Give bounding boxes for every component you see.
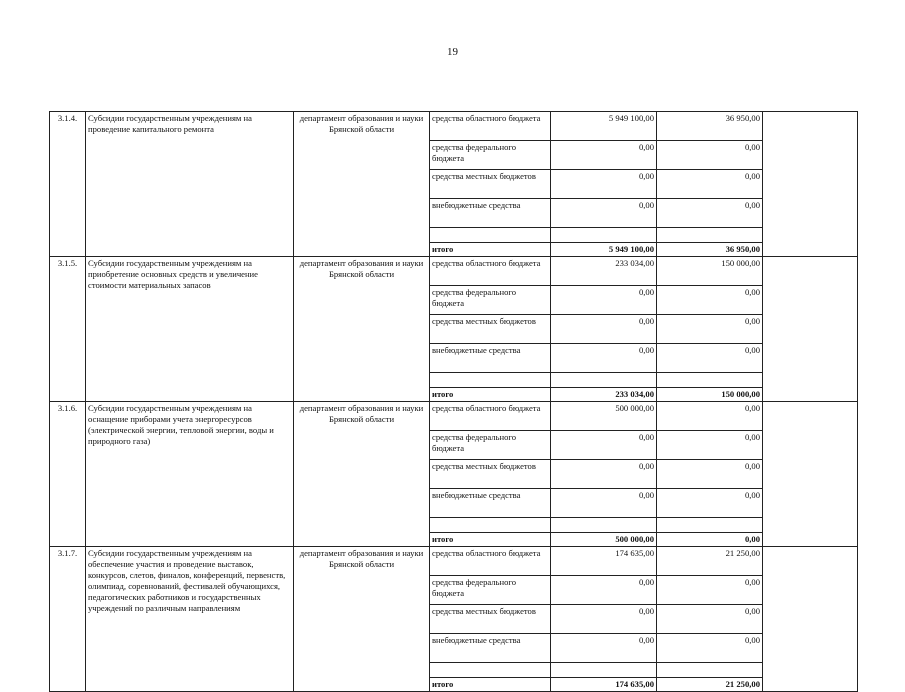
spacer-cell bbox=[551, 228, 657, 243]
section-department: департамент образования и науки Брянской области bbox=[294, 112, 430, 257]
funding-source: внебюджетные средства bbox=[430, 344, 551, 373]
table-row bbox=[50, 112, 858, 141]
amount-value-1: 0,00 bbox=[551, 489, 657, 518]
table-row bbox=[50, 547, 858, 576]
funding-source: средства областного бюджета bbox=[430, 402, 551, 431]
spacer-cell bbox=[657, 663, 763, 678]
total-value-2: 36 950,00 bbox=[657, 243, 763, 257]
section-department: департамент образования и науки Брянской области bbox=[294, 547, 430, 692]
total-label: итого bbox=[430, 533, 551, 547]
amount-value-2: 0,00 bbox=[657, 576, 763, 605]
amount-value-2: 0,00 bbox=[657, 315, 763, 344]
total-value-1: 174 635,00 bbox=[551, 678, 657, 692]
amount-value-1: 233 034,00 bbox=[551, 257, 657, 286]
section-name: Субсидии государственным учреждениям на приобретение основных средств и увеличение стоимости материальных запасов bbox=[86, 257, 294, 402]
amount-value-1: 174 635,00 bbox=[551, 547, 657, 576]
amount-value-2: 0,00 bbox=[657, 605, 763, 634]
spacer-cell bbox=[551, 663, 657, 678]
amount-value-1: 0,00 bbox=[551, 199, 657, 228]
budget-table bbox=[49, 111, 858, 692]
amount-value-2: 150 000,00 bbox=[657, 257, 763, 286]
total-label: итого bbox=[430, 243, 551, 257]
amount-value-2: 0,00 bbox=[657, 199, 763, 228]
amount-value-2: 0,00 bbox=[657, 170, 763, 199]
spacer-cell bbox=[657, 518, 763, 533]
amount-value-1: 500 000,00 bbox=[551, 402, 657, 431]
amount-value-2: 0,00 bbox=[657, 141, 763, 170]
spacer-cell bbox=[430, 228, 551, 243]
amount-value-2: 21 250,00 bbox=[657, 547, 763, 576]
amount-value-2: 0,00 bbox=[657, 431, 763, 460]
funding-source: внебюджетные средства bbox=[430, 634, 551, 663]
total-value-2: 21 250,00 bbox=[657, 678, 763, 692]
amount-value-2: 36 950,00 bbox=[657, 112, 763, 141]
table-row bbox=[50, 257, 858, 286]
funding-source: внебюджетные средства bbox=[430, 489, 551, 518]
spacer-cell bbox=[430, 518, 551, 533]
amount-value-1: 0,00 bbox=[551, 634, 657, 663]
total-label: итого bbox=[430, 678, 551, 692]
section-name: Субсидии государственным учреждениям на проведение капитального ремонта bbox=[86, 112, 294, 257]
amount-value-1: 0,00 bbox=[551, 170, 657, 199]
empty-column-cell bbox=[763, 547, 858, 692]
empty-column-cell bbox=[763, 257, 858, 402]
amount-value-1: 5 949 100,00 bbox=[551, 112, 657, 141]
funding-source: средства федерального бюджета bbox=[430, 576, 551, 605]
section-name: Субсидии государственным учреждениям на обеспечение участия и проведение выставок, конкурсов, слетов, финалов, конференций, первенств, олимпиад, соревнований, фестивалей обучающихся, педагогических работников и государственных учреждений по различным направлениям bbox=[86, 547, 294, 692]
section-number: 3.1.6. bbox=[50, 402, 86, 547]
total-value-1: 233 034,00 bbox=[551, 388, 657, 402]
total-value-1: 500 000,00 bbox=[551, 533, 657, 547]
amount-value-1: 0,00 bbox=[551, 141, 657, 170]
section-number: 3.1.7. bbox=[50, 547, 86, 692]
spacer-cell bbox=[430, 663, 551, 678]
section-number: 3.1.4. bbox=[50, 112, 86, 257]
amount-value-1: 0,00 bbox=[551, 344, 657, 373]
page-number: 19 bbox=[447, 46, 458, 58]
amount-value-1: 0,00 bbox=[551, 605, 657, 634]
amount-value-1: 0,00 bbox=[551, 431, 657, 460]
funding-source: средства местных бюджетов bbox=[430, 315, 551, 344]
section-number: 3.1.5. bbox=[50, 257, 86, 402]
funding-source: средства федерального бюджета bbox=[430, 431, 551, 460]
amount-value-1: 0,00 bbox=[551, 315, 657, 344]
funding-source: средства областного бюджета bbox=[430, 257, 551, 286]
funding-source: средства местных бюджетов bbox=[430, 605, 551, 634]
funding-source: средства областного бюджета bbox=[430, 112, 551, 141]
funding-source: средства местных бюджетов bbox=[430, 460, 551, 489]
section-department: департамент образования и науки Брянской области bbox=[294, 402, 430, 547]
table-row bbox=[50, 402, 858, 431]
amount-value-2: 0,00 bbox=[657, 489, 763, 518]
amount-value-1: 0,00 bbox=[551, 460, 657, 489]
funding-source: средства федерального бюджета bbox=[430, 286, 551, 315]
total-value-2: 150 000,00 bbox=[657, 388, 763, 402]
total-value-2: 0,00 bbox=[657, 533, 763, 547]
funding-source: средства федерального бюджета bbox=[430, 141, 551, 170]
spacer-cell bbox=[551, 518, 657, 533]
amount-value-2: 0,00 bbox=[657, 344, 763, 373]
funding-source: средства местных бюджетов bbox=[430, 170, 551, 199]
total-label: итого bbox=[430, 388, 551, 402]
empty-column-cell bbox=[763, 112, 858, 257]
amount-value-2: 0,00 bbox=[657, 402, 763, 431]
amount-value-1: 0,00 bbox=[551, 286, 657, 315]
funding-source: внебюджетные средства bbox=[430, 199, 551, 228]
spacer-cell bbox=[430, 373, 551, 388]
spacer-cell bbox=[551, 373, 657, 388]
amount-value-2: 0,00 bbox=[657, 460, 763, 489]
spacer-cell bbox=[657, 228, 763, 243]
empty-column-cell bbox=[763, 402, 858, 547]
funding-source: средства областного бюджета bbox=[430, 547, 551, 576]
section-name: Субсидии государственным учреждениям на оснащение приборами учета энергоресурсов (электрической энергии, тепловой энергии, воды и природного газа) bbox=[86, 402, 294, 547]
spacer-cell bbox=[657, 373, 763, 388]
amount-value-2: 0,00 bbox=[657, 634, 763, 663]
amount-value-2: 0,00 bbox=[657, 286, 763, 315]
section-department: департамент образования и науки Брянской области bbox=[294, 257, 430, 402]
amount-value-1: 0,00 bbox=[551, 576, 657, 605]
total-value-1: 5 949 100,00 bbox=[551, 243, 657, 257]
